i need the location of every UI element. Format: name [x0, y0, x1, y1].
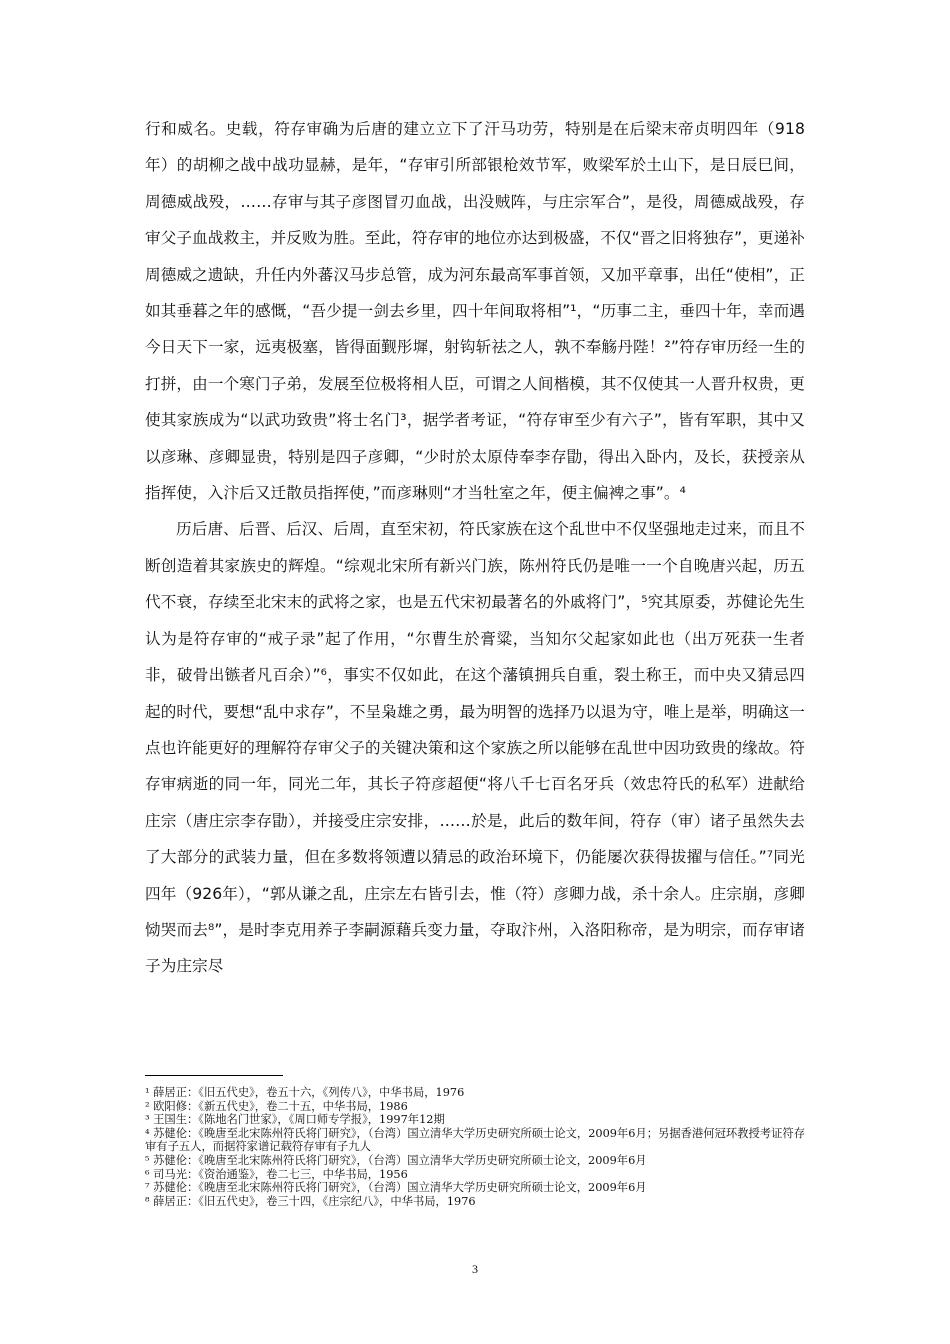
footnote-5: ⁵ 苏健伦：《晚唐至北宋陈州符氏将门研究》，（台湾）国立清华大学历史研究所硕士论文，2009年6月: [145, 1153, 647, 1167]
page-number: 3: [472, 1262, 478, 1276]
footnote-2: ² 欧阳修：《新五代史》，卷二十五，中华书局，1986: [145, 1099, 408, 1113]
paragraph-2: 历后唐、后晋、后汉、后周，直至宋初，符氏家族在这个乱世中不仅坚强地走过来，而且不断创造着其家族史的辉煌。“综观北宋所有新兴门族，陈州符氏仍是唯一一个自晚唐兴起，历五代不衰，存续至北宋末的武将之家，也是五代宋初最著名的外戚将门”，⁵究其原委，苏健论先生认为是符存审的“戒子录”起了作用，“尔曹生於膏粱，当知尔父起家如此也（出万死获一生者非，破骨出镞者凡百余）”⁶，事实不仅如此，在这个藩镇拥兵自重，裂土称王，而中央又猜忌四起的时代，要想“乱中求存”，不呈枭雄之勇，最为明智的选择乃以退为守，唯上是举，明确这一点也许能更好的理解符存审父子的关键决策和这个家族之所以能够在乱世中因功致贵的缘故。符存审病逝的同一年，同光二年，其长子符彦超便“将八千七百名牙兵（效忠符氏的私军）进献给庄宗（唐庄宗李存勖），并接受庄宗安排，……於是，此后的数年间，符存（审）诸子虽然失去了大部分的武装力量，但在多数将领遭以猜忌的政治环境下，仍能屡次获得拔擢与信任。”⁷同光四年（926年），“郭从谦之乱，庄宗左右皆引去，惟（符）彦卿力战，杀十余人。庄宗崩，彦卿恸哭而去⁸”，是时李克用养子李嗣源藉兵变力量，夺取汴州，入洛阳称帝，是为明宗，而存审诸子为庄宗尽: [145, 520, 805, 976]
body-text: [145, 111, 805, 985]
paragraph-1: 行和威名。史载，符存审确为后唐的建立立下了汗马功劳，特别是在后梁末帝贞明四年（918年）的胡柳之战中战功显赫，是年，“存审引所部银枪效节军，败梁军於土山下，是日辰巳间，周德威战殁，……存审与其子彦图冒刃血战，出没贼阵，与庄宗军合”，是役，周德威战殁，存审父子血战救主，并反败为胜。至此，符存审的地位亦达到极盛，不仅“晋之旧将独存”，更递补周德威之遗缺，升任内外蕃汉马步总管，成为河东最高军事首领，又加平章事，出任“使相”，正如其垂暮之年的感慨，“吾少提一剑去乡里，四十年间取将相”¹，“历事二主，垂四十年，幸而遇今日天下一家，远夷极塞，皆得面觐彤墀，射钩斩祛之人，孰不奉觞丹陛！²”符存审历经一生的打拼，由一个寒门子弟，发展至位极将相人臣，可谓之人间楷模，其不仅使其一人晋升权贵，更使其家族成为“以武功致贵”将士名门³，据学者考证，“符存审至少有六子”，皆有军职，其中又以彦琳、彦卿显贵，特别是四子彦卿，“少时於太原侍奉李存勖，得出入卧内，及长，获授亲从指挥使，入汴后又迁散员指挥使，”而彦琳则“才当牡室之年，便主偏裨之事”。⁴: [145, 120, 805, 503]
footnote-1: ¹ 薛居正：《旧五代史》，卷五十六，《列传八》，中华书局，1976: [145, 1086, 465, 1099]
footnote-3: ³ 王国生：《陈地名门世家》，《周口师专学报》，1997年12期: [145, 1113, 445, 1127]
footnote-7: ⁷ 苏健伦：《晚唐至北宋陈州符氏将门研究》，（台湾）国立清华大学历史研究所硕士论文，2009年6月: [145, 1181, 647, 1195]
footnote-6: ⁶ 司马光：《资治通鉴》，卷二七三，中华书局，1956: [145, 1167, 408, 1181]
footnote-8: ⁸ 薛居正：《旧五代史》，卷三十四，《庄宗纪八》，中华书局，1976: [145, 1194, 476, 1208]
footnote-separator: [145, 1075, 283, 1076]
footnotes: [145, 1075, 805, 1208]
footnote-4: ⁴ 苏健伦：《晚唐至北宋陈州符氏将门研究》，（台湾）国立清华大学历史研究所硕士论文，2009年6月；另据香港何冠环教授考证符存审有子五人，而据符家谱记载符存审有子九人: [145, 1126, 805, 1154]
